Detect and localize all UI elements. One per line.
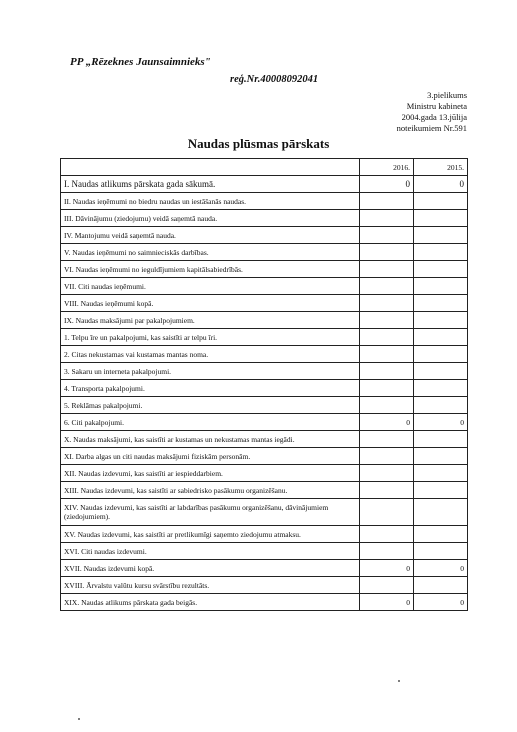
value-2016 (360, 465, 414, 482)
value-2016 (360, 543, 414, 560)
value-2015: 0 (414, 414, 468, 431)
table-row (61, 261, 468, 278)
row-label: VII. Citi naudas ieņēmumi. (61, 278, 360, 295)
value-2015 (414, 448, 468, 465)
row-label: II. Naudas ieņēmumi no biedru naudas un iestāšanās naudas. (61, 193, 360, 210)
value-2015 (414, 380, 468, 397)
table-row (61, 448, 468, 465)
table-row (61, 380, 468, 397)
value-2015 (414, 499, 468, 526)
value-2016 (360, 526, 414, 543)
value-2015 (414, 278, 468, 295)
row-label: XVI. Citi naudas izdevumi. (61, 543, 360, 560)
value-2016 (360, 261, 414, 278)
row-label: IX. Naudas maksājumi par pakalpojumiem. (61, 312, 360, 329)
value-2015 (414, 526, 468, 543)
table-row (61, 560, 468, 577)
scan-speck (78, 718, 80, 720)
appendix-line: Ministru kabineta (406, 101, 467, 111)
row-label: XVIII. Ārvalstu valūtu kursu svārstību rezultāts. (61, 577, 360, 594)
value-2016 (360, 431, 414, 448)
row-label: XII. Naudas izdevumi, kas saistīti ar iespieddarbiem. (61, 465, 360, 482)
value-2016: 0 (360, 176, 414, 193)
value-2015 (414, 363, 468, 380)
row-label: 3. Sakaru un interneta pakalpojumi. (61, 363, 360, 380)
value-2016 (360, 329, 414, 346)
table-row (61, 482, 468, 499)
value-2015 (414, 482, 468, 499)
table-row (61, 577, 468, 594)
value-2015 (414, 543, 468, 560)
table-row (61, 193, 468, 210)
row-label: XI. Darba algas un citi naudas maksājumi fiziskām personām. (61, 448, 360, 465)
value-2015 (414, 295, 468, 312)
row-label: I. Naudas atlikums pārskata gada sākumā. (61, 176, 360, 193)
value-2015 (414, 431, 468, 448)
value-2015: 0 (414, 560, 468, 577)
row-label: VI. Naudas ieņēmumi no ieguldījumiem kapitālsabiedrībās. (61, 261, 360, 278)
value-2016 (360, 295, 414, 312)
value-2016 (360, 363, 414, 380)
column-header-2016: 2016. (360, 159, 414, 176)
table-row (61, 499, 468, 526)
appendix-line: noteikumiem Nr.591 (396, 123, 467, 133)
row-label: XVII. Naudas izdevumi kopā. (61, 560, 360, 577)
row-label: V. Naudas ieņēmumi no saimnieciskās darbības. (61, 244, 360, 261)
row-label: X. Naudas maksājumi, kas saistīti ar kustamas un nekustamas mantas iegādi. (61, 431, 360, 448)
table-row (61, 210, 468, 227)
row-label: VIII. Naudas ieņēmumi kopā. (61, 295, 360, 312)
value-2015 (414, 577, 468, 594)
scan-speck (398, 680, 400, 682)
value-2015 (414, 210, 468, 227)
value-2015 (414, 244, 468, 261)
table-row (61, 176, 468, 193)
row-label: IV. Mantojumu veidā saņemtā nauda. (61, 227, 360, 244)
value-2016 (360, 482, 414, 499)
value-2016: 0 (360, 414, 414, 431)
row-label: 1. Telpu īre un pakalpojumi, kas saistīti ar telpu īri. (61, 329, 360, 346)
appendix-line: 2004.gada 13.jūlija (401, 112, 467, 122)
value-2015 (414, 227, 468, 244)
table-row (61, 346, 468, 363)
value-2015: 0 (414, 176, 468, 193)
table-row (61, 543, 468, 560)
value-2016 (360, 448, 414, 465)
value-2015 (414, 261, 468, 278)
table-row (61, 295, 468, 312)
table-header-row (61, 159, 468, 176)
value-2016 (360, 312, 414, 329)
row-label: XIV. Naudas izdevumi, kas saistīti ar labdarības pasākumu organizēšanu, dāvinājumiem (ziedojumiem). (61, 499, 360, 526)
page-title: Naudas plūsmas pārskats (187, 136, 330, 151)
row-label: XIX. Naudas atlikums pārskata gada beigās. (61, 594, 360, 611)
row-label: 6. Citi pakalpojumi. (61, 414, 360, 431)
row-label: 5. Reklāmas pakalpojumi. (61, 397, 360, 414)
table-row (61, 397, 468, 414)
value-2015 (414, 329, 468, 346)
value-2016 (360, 227, 414, 244)
registration-number: reģ.Nr.40008092041 (230, 74, 319, 85)
row-label: III. Dāvinājumu (ziedojumu) veidā saņemtā nauda. (61, 210, 360, 227)
table-row (61, 244, 468, 261)
table-row (61, 431, 468, 448)
appendix-note (397, 90, 467, 134)
value-2016: 0 (360, 594, 414, 611)
row-label: 4. Transporta pakalpojumi. (61, 380, 360, 397)
value-2015 (414, 465, 468, 482)
row-label: XV. Naudas izdevumi, kas saistīti ar pretlikumīgi saņemto ziedojumu atmaksu. (61, 526, 360, 543)
table-row (61, 363, 468, 380)
row-label: 2. Citas nekustamas vai kustamas mantas noma. (61, 346, 360, 363)
appendix-line: 3.pielikums (427, 90, 467, 100)
table-row (61, 594, 468, 611)
column-header-2015: 2015. (414, 159, 468, 176)
table-row (61, 465, 468, 482)
value-2016 (360, 397, 414, 414)
value-2015: 0 (414, 594, 468, 611)
value-2015 (414, 312, 468, 329)
table-row (61, 526, 468, 543)
organization-name: PP „Rēzeknes Jaunsaimnieks" (70, 56, 211, 68)
value-2015 (414, 397, 468, 414)
value-2015 (414, 193, 468, 210)
value-2016: 0 (360, 560, 414, 577)
table-row (61, 278, 468, 295)
value-2016 (360, 380, 414, 397)
value-2016 (360, 278, 414, 295)
value-2016 (360, 346, 414, 363)
table-row (61, 312, 468, 329)
cash-flow-table (60, 158, 468, 611)
table-row (61, 329, 468, 346)
value-2016 (360, 244, 414, 261)
value-2016 (360, 577, 414, 594)
value-2016 (360, 210, 414, 227)
table-row (61, 227, 468, 244)
value-2015 (414, 346, 468, 363)
header-blank-cell (61, 159, 360, 176)
row-label: XIII. Naudas izdevumi, kas saistīti ar sabiedrisko pasākumu organizēšanu. (61, 482, 360, 499)
table-row (61, 414, 468, 431)
value-2016 (360, 193, 414, 210)
value-2016 (360, 499, 414, 526)
